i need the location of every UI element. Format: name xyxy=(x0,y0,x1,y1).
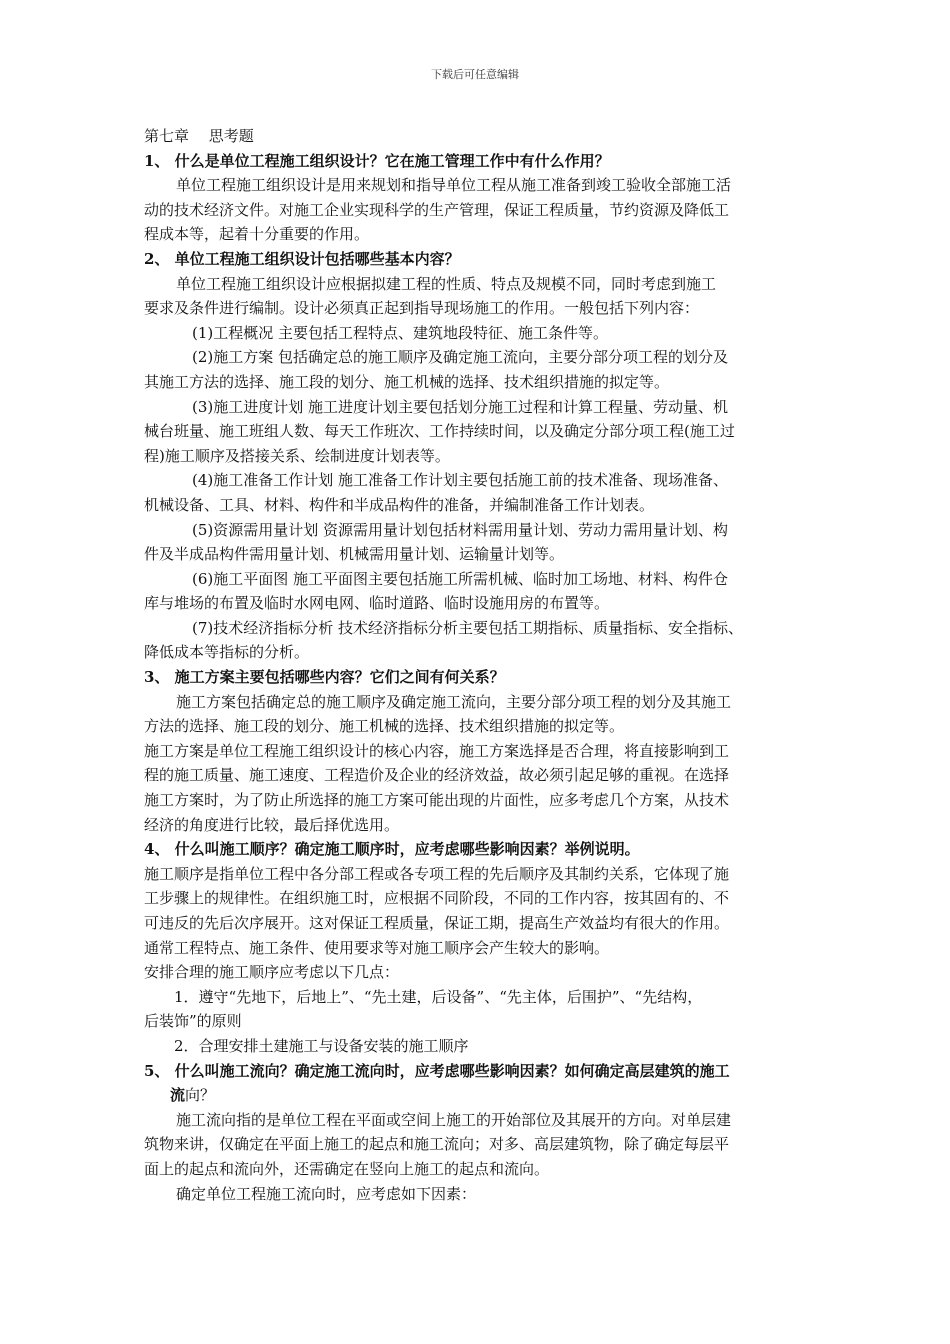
line-text: 程的施工质量、施工速度、工程造价及企业的经济效益，故必须引起足够的重视。在选择 xyxy=(144,766,730,785)
text-line xyxy=(144,1108,820,1133)
text-line xyxy=(144,419,820,444)
text-line xyxy=(144,936,820,961)
text-line xyxy=(144,714,820,739)
line-text: 2、 单位工程施工组织设计包括哪些基本内容？ xyxy=(144,249,460,268)
line-text: 施工方案时，为了防止所选择的施工方案可能出现的片面性，应多考虑几个方案，从技术 xyxy=(144,791,730,810)
text-line xyxy=(144,739,820,764)
text-line xyxy=(144,985,820,1010)
line-text: (2)施工方案 包括确定总的施工顺序及确定施工流向，主要分部分项工程的划分及 xyxy=(192,348,729,367)
text-line xyxy=(144,591,820,616)
line-text: 2．合理安排土建施工与设备安装的施工顺序 xyxy=(174,1036,469,1055)
text-line xyxy=(144,690,820,715)
text-line xyxy=(144,1034,820,1059)
text-line xyxy=(144,493,820,518)
line-text: 件及半成品构件需用量计划、机械需用量计划、运输量计划等。 xyxy=(144,545,565,564)
line-text: 方法的选择、施工段的划分、施工机械的选择、技术组织措施的拟定等。 xyxy=(144,717,625,736)
text-line xyxy=(144,468,820,493)
line-text: 降低成本等指标的分析。 xyxy=(144,643,310,662)
text-line xyxy=(144,198,820,223)
line-text: 1．遵守“先地下，后地上”、“先土建，后设备”、“先主体，后围护”、“先结构， xyxy=(174,987,703,1006)
line-text: (5)资源需用量计划 资源需用量计划包括材料需用量计划、劳动力需用量计划、构 xyxy=(192,520,729,539)
line-text: 施工流向指的是单位工程在平面或空间上施工的开始部位及其展开的方向。对单层建 xyxy=(176,1110,732,1129)
question-line xyxy=(144,1083,820,1108)
line-text: (4)施工准备工作计划 施工准备工作计划主要包括施工前的技术准备、现场准备、 xyxy=(192,471,729,490)
line-text: 其施工方法的选择、施工段的划分、施工机械的选择、技术组织措施的拟定等。 xyxy=(144,372,670,391)
line-text: 流 xyxy=(170,1086,186,1105)
line-text: 后装饰”的原则 xyxy=(144,1012,242,1031)
text-line xyxy=(144,395,820,420)
line-text: 施工方案是单位工程施工组织设计的核心内容，施工方案选择是否合理，将直接影响到工 xyxy=(144,741,730,760)
text-line xyxy=(144,321,820,346)
line-text: 可违反的先后次序展开。这对保证工程质量，保证工期，提高生产效益均有很大的作用。 xyxy=(144,914,730,932)
line-text: 4、 什么叫施工顺序？确定施工顺序时，应考虑哪些影响因素？举例说明。 xyxy=(144,840,640,859)
text-line xyxy=(144,272,820,297)
line-text: 5、 什么叫施工流向？确定施工流向时，应考虑哪些影响因素？如何确定高层建筑的施工 xyxy=(144,1061,730,1080)
text-line xyxy=(144,444,820,469)
line-text: 单位工程施工组织设计是用来规划和指导单位工程从施工准备到竣工验收全部施工活 xyxy=(176,176,732,195)
line-text: 要求及条件进行编制。设计必须真正起到指导现场施工的作用。一般包括下列内容： xyxy=(144,299,700,318)
line-text: 程成本等，起着十分重要的作用。 xyxy=(144,225,370,244)
line-text: (1)工程概况 主要包括工程特点、建筑地段特征、施工条件等。 xyxy=(192,323,609,342)
text-line xyxy=(144,222,820,247)
text-line xyxy=(144,616,820,641)
line-text: 动的技术经济文件。对施工企业实现科学的生产管理，保证工程质量，节约资源及降低工 xyxy=(144,200,730,219)
text-line xyxy=(144,886,820,911)
question-line xyxy=(144,1059,820,1084)
text-line xyxy=(144,1132,820,1157)
line-text: 1、 什么是单位工程施工组织设计？它在施工管理工作中有什么作用？ xyxy=(144,151,610,170)
text-line xyxy=(144,640,820,665)
text-line xyxy=(144,788,820,813)
line-text: 施工顺序是指单位工程中各分部工程或各专项工程的先后顺序及其制约关系，它体现了施 xyxy=(144,864,730,883)
text-line xyxy=(144,813,820,838)
question-line xyxy=(144,837,820,862)
line-text: 安排合理的施工顺序应考虑以下几点： xyxy=(144,963,400,982)
line-text: (3)施工进度计划 施工进度计划主要包括划分施工过程和计算工程量、劳动量、机 xyxy=(192,397,729,416)
question-line xyxy=(144,665,820,690)
document-body xyxy=(144,124,820,1206)
line-text: (6)施工平面图 施工平面图主要包括施工所需机械、临时加工场地、材料、构件仓 xyxy=(192,569,729,588)
text-line xyxy=(144,542,820,567)
text-line xyxy=(144,1157,820,1182)
line-text: 3、 施工方案主要包括哪些内容？它们之间有何关系？ xyxy=(144,668,505,687)
text-line xyxy=(144,862,820,887)
line-text: 程)施工顺序及搭接关系、绘制进度计划表等。 xyxy=(144,446,450,465)
text-line xyxy=(144,1009,820,1034)
text-line xyxy=(144,960,820,985)
text-line xyxy=(144,518,820,543)
page-header: 下载后可任意编辑 xyxy=(431,68,519,81)
text-line xyxy=(144,173,820,198)
line-text: 机械设备、工具、材料、构件和半成品构件的准备，并编制准备工作计划表。 xyxy=(144,495,655,514)
line-text: 筑物来讲，仅确定在平面上施工的起点和施工流向；对多、高层建筑物，除了确定每层平 xyxy=(144,1135,730,1154)
question-line xyxy=(144,149,820,174)
text-line xyxy=(144,345,820,370)
text-line xyxy=(144,567,820,592)
text-line xyxy=(144,763,820,788)
line-text: 通常工程特点、施工条件、使用要求等对施工顺序会产生较大的影响。 xyxy=(144,938,610,957)
text-line xyxy=(144,296,820,321)
line-text: 第七章 思考题 xyxy=(144,127,254,145)
line-text: (7)技术经济指标分析 技术经济指标分析主要包括工期指标、质量指标、安全指标、 xyxy=(192,618,744,637)
line-text: 面上的起点和流向外，还需确定在竖向上施工的起点和流向。 xyxy=(144,1159,550,1178)
line-text: 工步骤上的规律性。在组织施工时，应根据不同阶段，不同的工作内容，按其固有的、不 xyxy=(144,889,730,908)
question-line xyxy=(144,247,820,272)
text-line xyxy=(144,911,820,936)
line-text: 械台班量、施工班组人数、每天工作班次、工作持续时间，以及确定分部分项工程(施工过 xyxy=(144,422,735,441)
text-line xyxy=(144,370,820,395)
line-text: 库与堆场的布置及临时水网电网、临时道路、临时设施用房的布置等。 xyxy=(144,594,610,613)
line-text: 经济的角度进行比较，最后择优选用。 xyxy=(144,815,400,834)
line-tail-text: 向？ xyxy=(185,1086,216,1105)
line-text: 确定单位工程施工流向时，应考虑如下因素： xyxy=(176,1184,477,1203)
line-text: 单位工程施工组织设计应根据拟建工程的性质、特点及规模不同，同时考虑到施工 xyxy=(176,274,717,293)
line-text: 施工方案包括确定总的施工顺序及确定施工流向，主要分部分项工程的划分及其施工 xyxy=(176,692,732,711)
text-line xyxy=(144,1182,820,1207)
text-line xyxy=(144,124,820,149)
